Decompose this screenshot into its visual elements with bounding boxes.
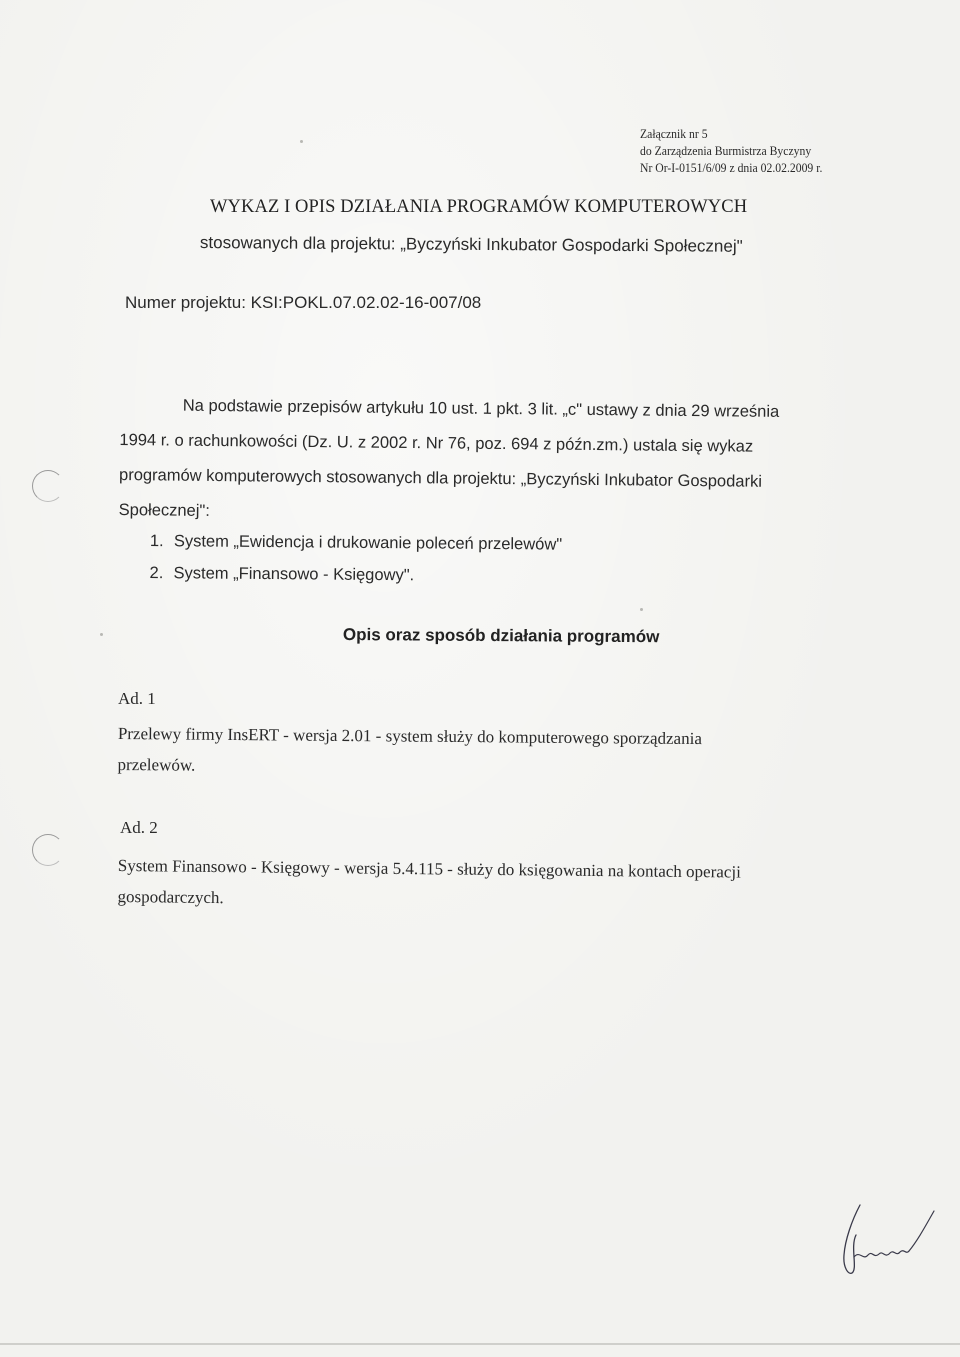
handwritten-signature	[830, 1195, 940, 1280]
ad2-label: Ad. 2	[120, 818, 158, 837]
document-subtitle: stosowanych dla projektu: „Byczyński Inkubator Gospodarki Społecznej"	[199, 233, 743, 256]
list-item-number: 2.	[149, 563, 164, 583]
list-item	[150, 525, 563, 561]
punch-hole-mark	[32, 834, 64, 866]
paper-speck	[300, 140, 303, 143]
attachment-line-1: Załącznik nr 5	[640, 126, 708, 141]
list-item-number: 1.	[149, 531, 164, 551]
paper-speck	[100, 633, 103, 636]
ad2-line-2: gospodarczych.	[117, 886, 224, 908]
ad2-line-1: System Finansowo - Księgowy - wersja 5.4.115 - służy do księgowania na kontach operacji	[117, 855, 741, 882]
paper-speck	[640, 608, 643, 611]
page-edge-line	[0, 1343, 960, 1345]
intro-line-3: programów komputerowych stosowanych dla projektu: „Byczyński Inkubator Gospodarki	[118, 465, 763, 491]
ad1-line-1: Przelewy firmy InsERT - wersja 2.01 - system służy do komputerowego sporządzania	[117, 723, 703, 749]
attachment-line-3: Nr Or-I-0151/6/09 z dnia 02.02.2009 r.	[640, 160, 823, 175]
punch-hole-mark	[32, 470, 64, 502]
list-item-text: System „Ewidencja i drukowanie poleceń przelewów"	[173, 532, 563, 554]
ad1-line-2: przelewów.	[117, 754, 196, 775]
systems-list	[149, 525, 562, 593]
intro-line-4: Społecznej":	[118, 500, 210, 520]
attachment-line-2: do Zarządzenia Burmistrza Byczyny	[640, 143, 812, 158]
section-heading: Opis oraz sposób działania programów	[342, 625, 660, 647]
list-item-text: System „Finansowo - Księgowy".	[173, 564, 415, 585]
intro-line-1: Na podstawie przepisów artykułu 10 ust. 1 pkt. 3 lit. „c" ustawy z dnia 29 września	[182, 396, 780, 421]
intro-paragraph	[119, 388, 850, 536]
ad1-text	[117, 718, 858, 786]
document-title: WYKAZ I OPIS DZIAŁANIA PROGRAMÓW KOMPUTEROWYCH	[210, 197, 748, 217]
ad1-label: Ad. 1	[118, 689, 156, 708]
list-item	[149, 557, 562, 593]
attachment-note	[640, 125, 822, 176]
intro-line-2: 1994 r. o rachunkowości (Dz. U. z 2002 r. Nr 76, poz. 694 z późn.zm.) ustala się wykaz	[119, 430, 754, 456]
ad2-text	[117, 850, 858, 920]
project-number: Numer projektu: KSI:POKL.07.02.02-16-007/08	[125, 293, 482, 312]
